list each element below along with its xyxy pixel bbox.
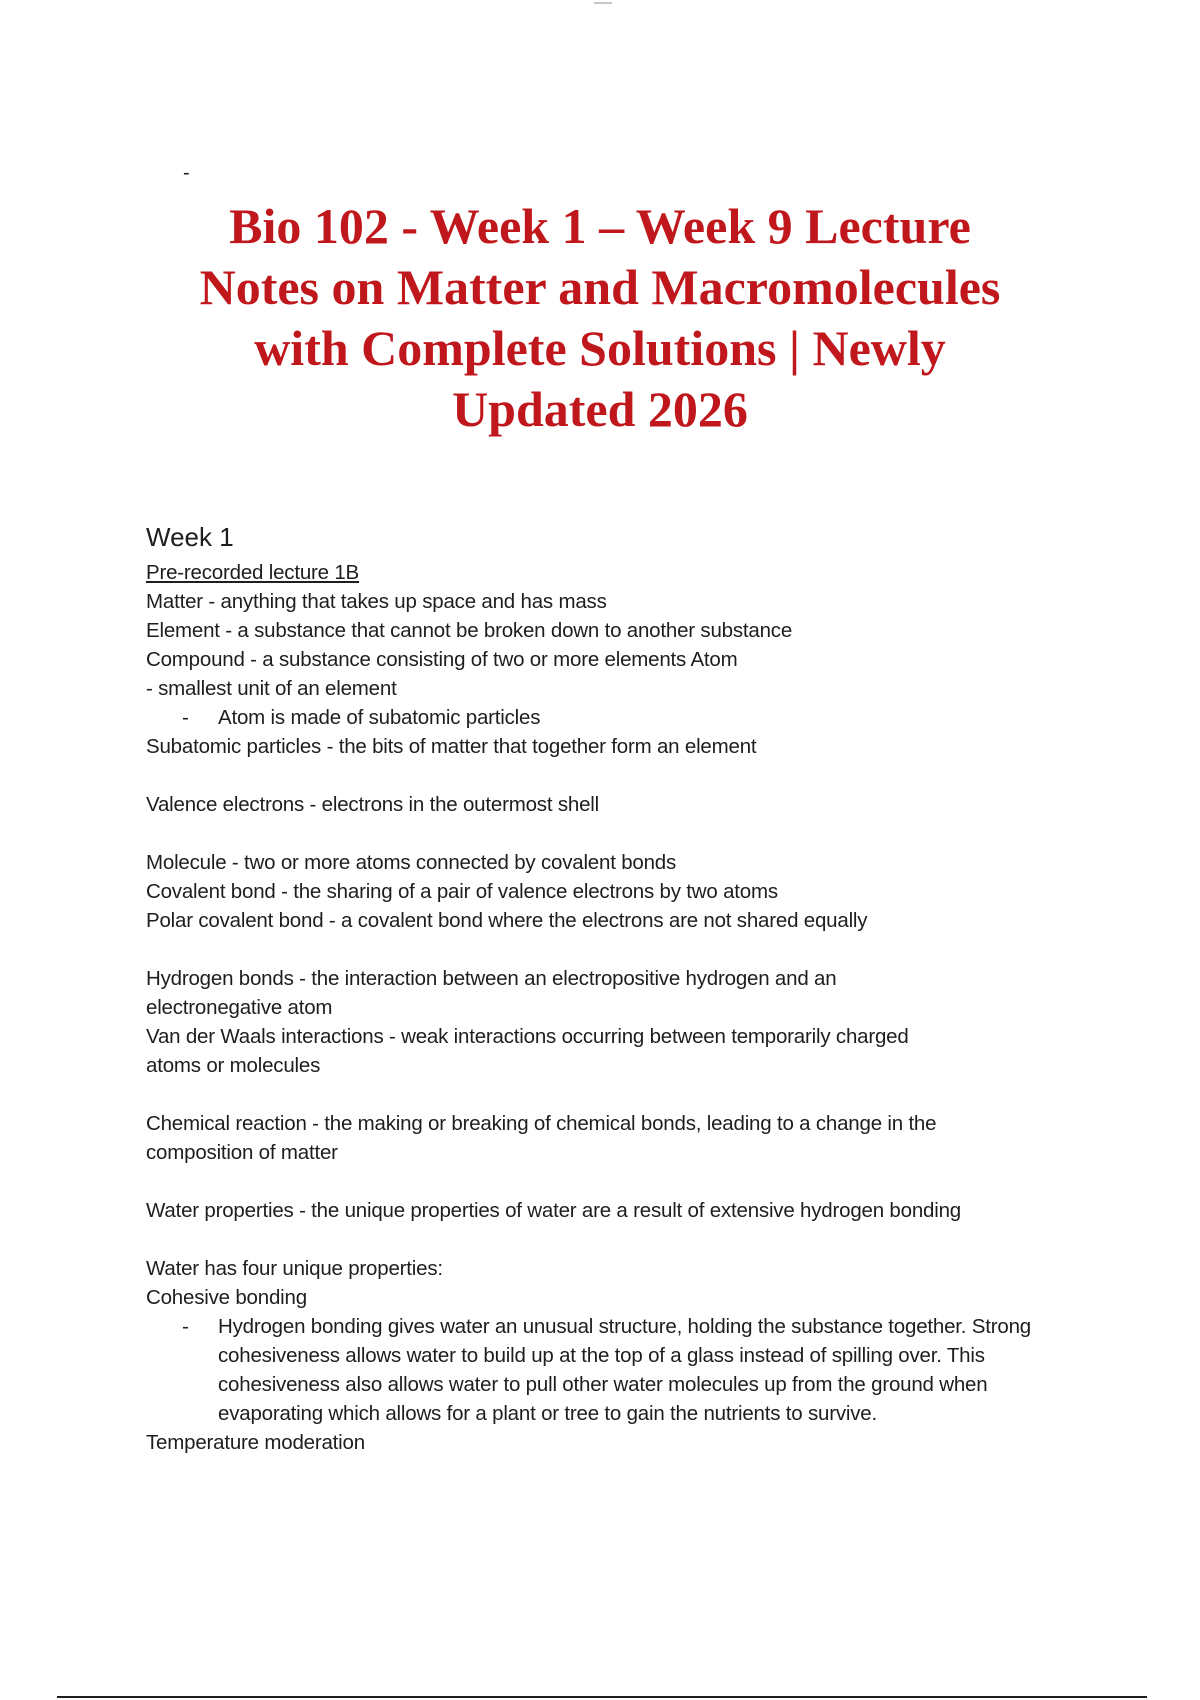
spacer <box>146 819 1066 848</box>
element-definition: Element - a substance that cannot be broken down to another substance <box>146 619 793 642</box>
title-line-3: with Complete Solutions | Newly <box>254 320 946 376</box>
title-line-4: Updated 2026 <box>452 381 748 437</box>
bottom-rule <box>57 1696 1147 1698</box>
vdw-definition-line-2: atoms or molecules <box>146 1054 321 1077</box>
week-heading: Week 1 <box>146 522 234 552</box>
temperature-moderation: Temperature moderation <box>146 1431 365 1454</box>
cohesive-bonding: Cohesive bonding <box>146 1286 307 1309</box>
compound-definition: Compound - a substance consisting of two or more elements Atom <box>146 648 738 671</box>
spacer <box>146 935 1066 964</box>
polar-definition: Polar covalent bond - a covalent bond where the electrons are not shared equally <box>146 909 868 932</box>
lecture-label: Pre-recorded lecture 1B <box>146 561 360 584</box>
cohesive-bullet <box>146 1312 1066 1428</box>
valence-definition: Valence electrons - electrons in the outermost shell <box>146 793 599 816</box>
chemical-reaction-line-1: Chemical reaction - the making or breaking of chemical bonds, leading to a change in the <box>146 1112 937 1135</box>
document-body <box>146 519 1066 1457</box>
atom-bullet-text: Atom is made of subatomic particles <box>218 706 541 729</box>
stray-dash: - <box>183 162 190 184</box>
subatomic-definition: Subatomic particles - the bits of matter that together form an element <box>146 735 757 758</box>
four-properties: Water has four unique properties: <box>146 1257 443 1280</box>
covalent-definition: Covalent bond - the sharing of a pair of valence electrons by two atoms <box>146 880 778 903</box>
vdw-definition-line-1: Van der Waals interactions - weak interactions occurring between temporarily charged <box>146 1025 909 1048</box>
title-line-1: Bio 102 - Week 1 – Week 9 Lecture <box>229 198 971 254</box>
spacer <box>146 1080 1066 1109</box>
atom-definition: - smallest unit of an element <box>146 677 397 700</box>
matter-definition: Matter - anything that takes up space and has mass <box>146 590 607 613</box>
atom-bullet <box>146 703 1066 732</box>
page-title <box>150 196 1050 440</box>
water-properties: Water properties - the unique properties of water are a result of extensive hydrogen bonding <box>146 1199 961 1222</box>
molecule-definition: Molecule - two or more atoms connected by covalent bonds <box>146 851 677 874</box>
spacer <box>146 761 1066 790</box>
chemical-reaction-line-2: composition of matter <box>146 1141 338 1164</box>
spacer <box>146 1225 1066 1254</box>
title-line-2: Notes on Matter and Macromolecules <box>199 259 1001 315</box>
bullet-dash: - <box>182 1315 189 1338</box>
hydrogen-definition-line-2: electronegative atom <box>146 996 333 1019</box>
hydrogen-definition-line-1: Hydrogen bonds - the interaction between an electropositive hydrogen and an <box>146 967 837 990</box>
top-mark <box>594 2 612 4</box>
bullet-dash: - <box>182 706 189 729</box>
spacer <box>146 1167 1066 1196</box>
cohesive-bullet-text: Hydrogen bonding gives water an unusual structure, holding the substance together. Strong cohesiveness allows water to build up at the top of a glass instead of spilling over. This cohesiveness also allows water to pull other water molecules up from the ground when evaporating which allows for a plant or tree to gain the nutrients to survive. <box>218 1315 1031 1425</box>
